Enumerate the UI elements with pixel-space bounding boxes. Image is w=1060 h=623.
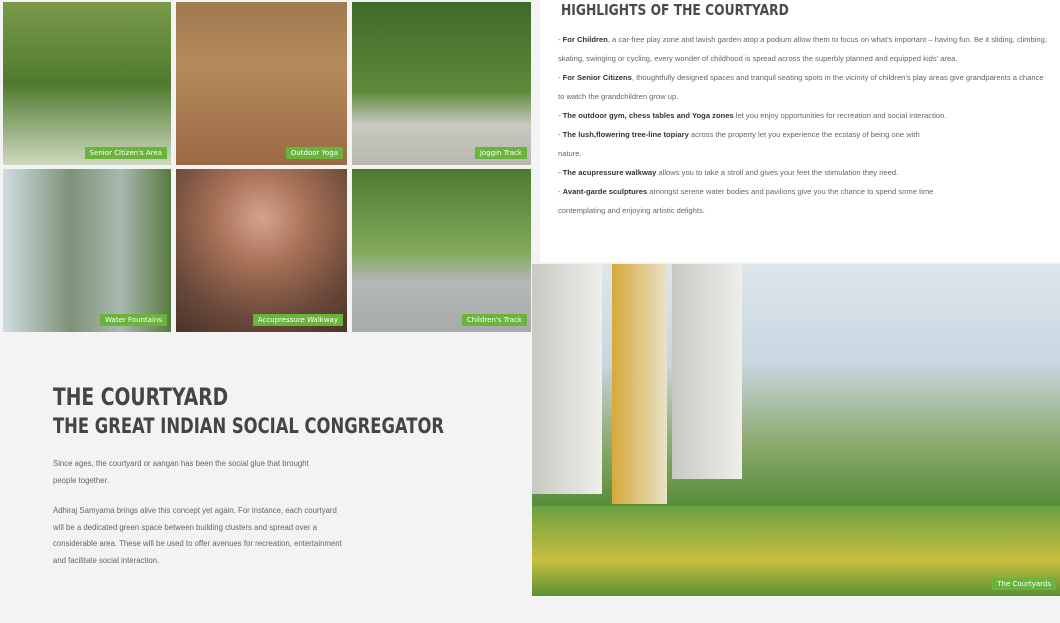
childrens-track-photo bbox=[352, 169, 531, 332]
highlight-item: - The acupressure walkway allows you to take a stroll and gives your feet the stimulation they need. bbox=[558, 168, 899, 177]
highlight-item: - For Children, a car-free play zone and lavish garden atop a podium allow them to focus on what's important – having fun. Be it sliding, climbing, skating, swinging or cycling, every wonder of childhood is spread across the superbly planned and equipped kids' area. bbox=[558, 35, 1047, 63]
photo-caption: Outdoor Yoga bbox=[286, 147, 343, 159]
highlight-item: - For Senior Citizens, thoughtfully designed spaces and tranquil seating spots in the vicinity of children's play areas give grandparents a chance to watch the grandchildren grow up. bbox=[558, 73, 1044, 101]
courtyard-paragraph-1: Since ages, the courtyard or aangan has been the social glue that brought people together. bbox=[53, 459, 309, 485]
courtyard-subtitle: THE GREAT INDIAN SOCIAL CONGREGATOR bbox=[53, 414, 445, 438]
photo-caption: Senior Citizen's Area bbox=[85, 147, 167, 159]
photo-caption: Water Fountains bbox=[100, 314, 167, 326]
highlight-item: - The outdoor gym, chess tables and Yoga zones let you enjoy opportunities for recreation and social interaction. bbox=[558, 111, 947, 120]
photo-caption: Accupressure Walkway bbox=[253, 314, 343, 326]
highlight-item: - The lush,flowering tree-line topiary across the property let you experience the ecstasy of being one with nature. bbox=[558, 130, 920, 158]
courtyard-title: THE COURTYARD bbox=[53, 383, 229, 411]
highlights-title: HIGHLIGHTS OF THE COURTYARD bbox=[561, 1, 789, 19]
acupressure-walkway-photo bbox=[176, 169, 347, 332]
photo-caption: Children's Track bbox=[462, 314, 527, 326]
highlights-section bbox=[540, 0, 1060, 262]
outdoor-yoga-photo bbox=[176, 2, 347, 165]
highlight-item: - Avant-garde sculptures amongst serene water bodies and pavilions give you the chance to spend some time contemplating and enjoying artistic delights. bbox=[558, 187, 934, 215]
senior-citizens-area-photo bbox=[3, 2, 171, 165]
courtyard-render-image bbox=[532, 264, 1060, 596]
highlights-list bbox=[558, 30, 1048, 220]
render-caption: The Courtyards bbox=[992, 578, 1056, 590]
jogging-track-photo bbox=[352, 2, 531, 165]
water-fountains-photo bbox=[3, 169, 171, 332]
photo-caption: Joggin Track bbox=[475, 147, 527, 159]
courtyard-paragraph-2: Adhiraj Samyama brings alive this concept yet again. For instance, each courtyard will be a dedicated green space between building clusters and spread over a considerable area. These will be used to offer avenues for recreation, entertainment and facilitate social interaction. bbox=[53, 506, 342, 565]
